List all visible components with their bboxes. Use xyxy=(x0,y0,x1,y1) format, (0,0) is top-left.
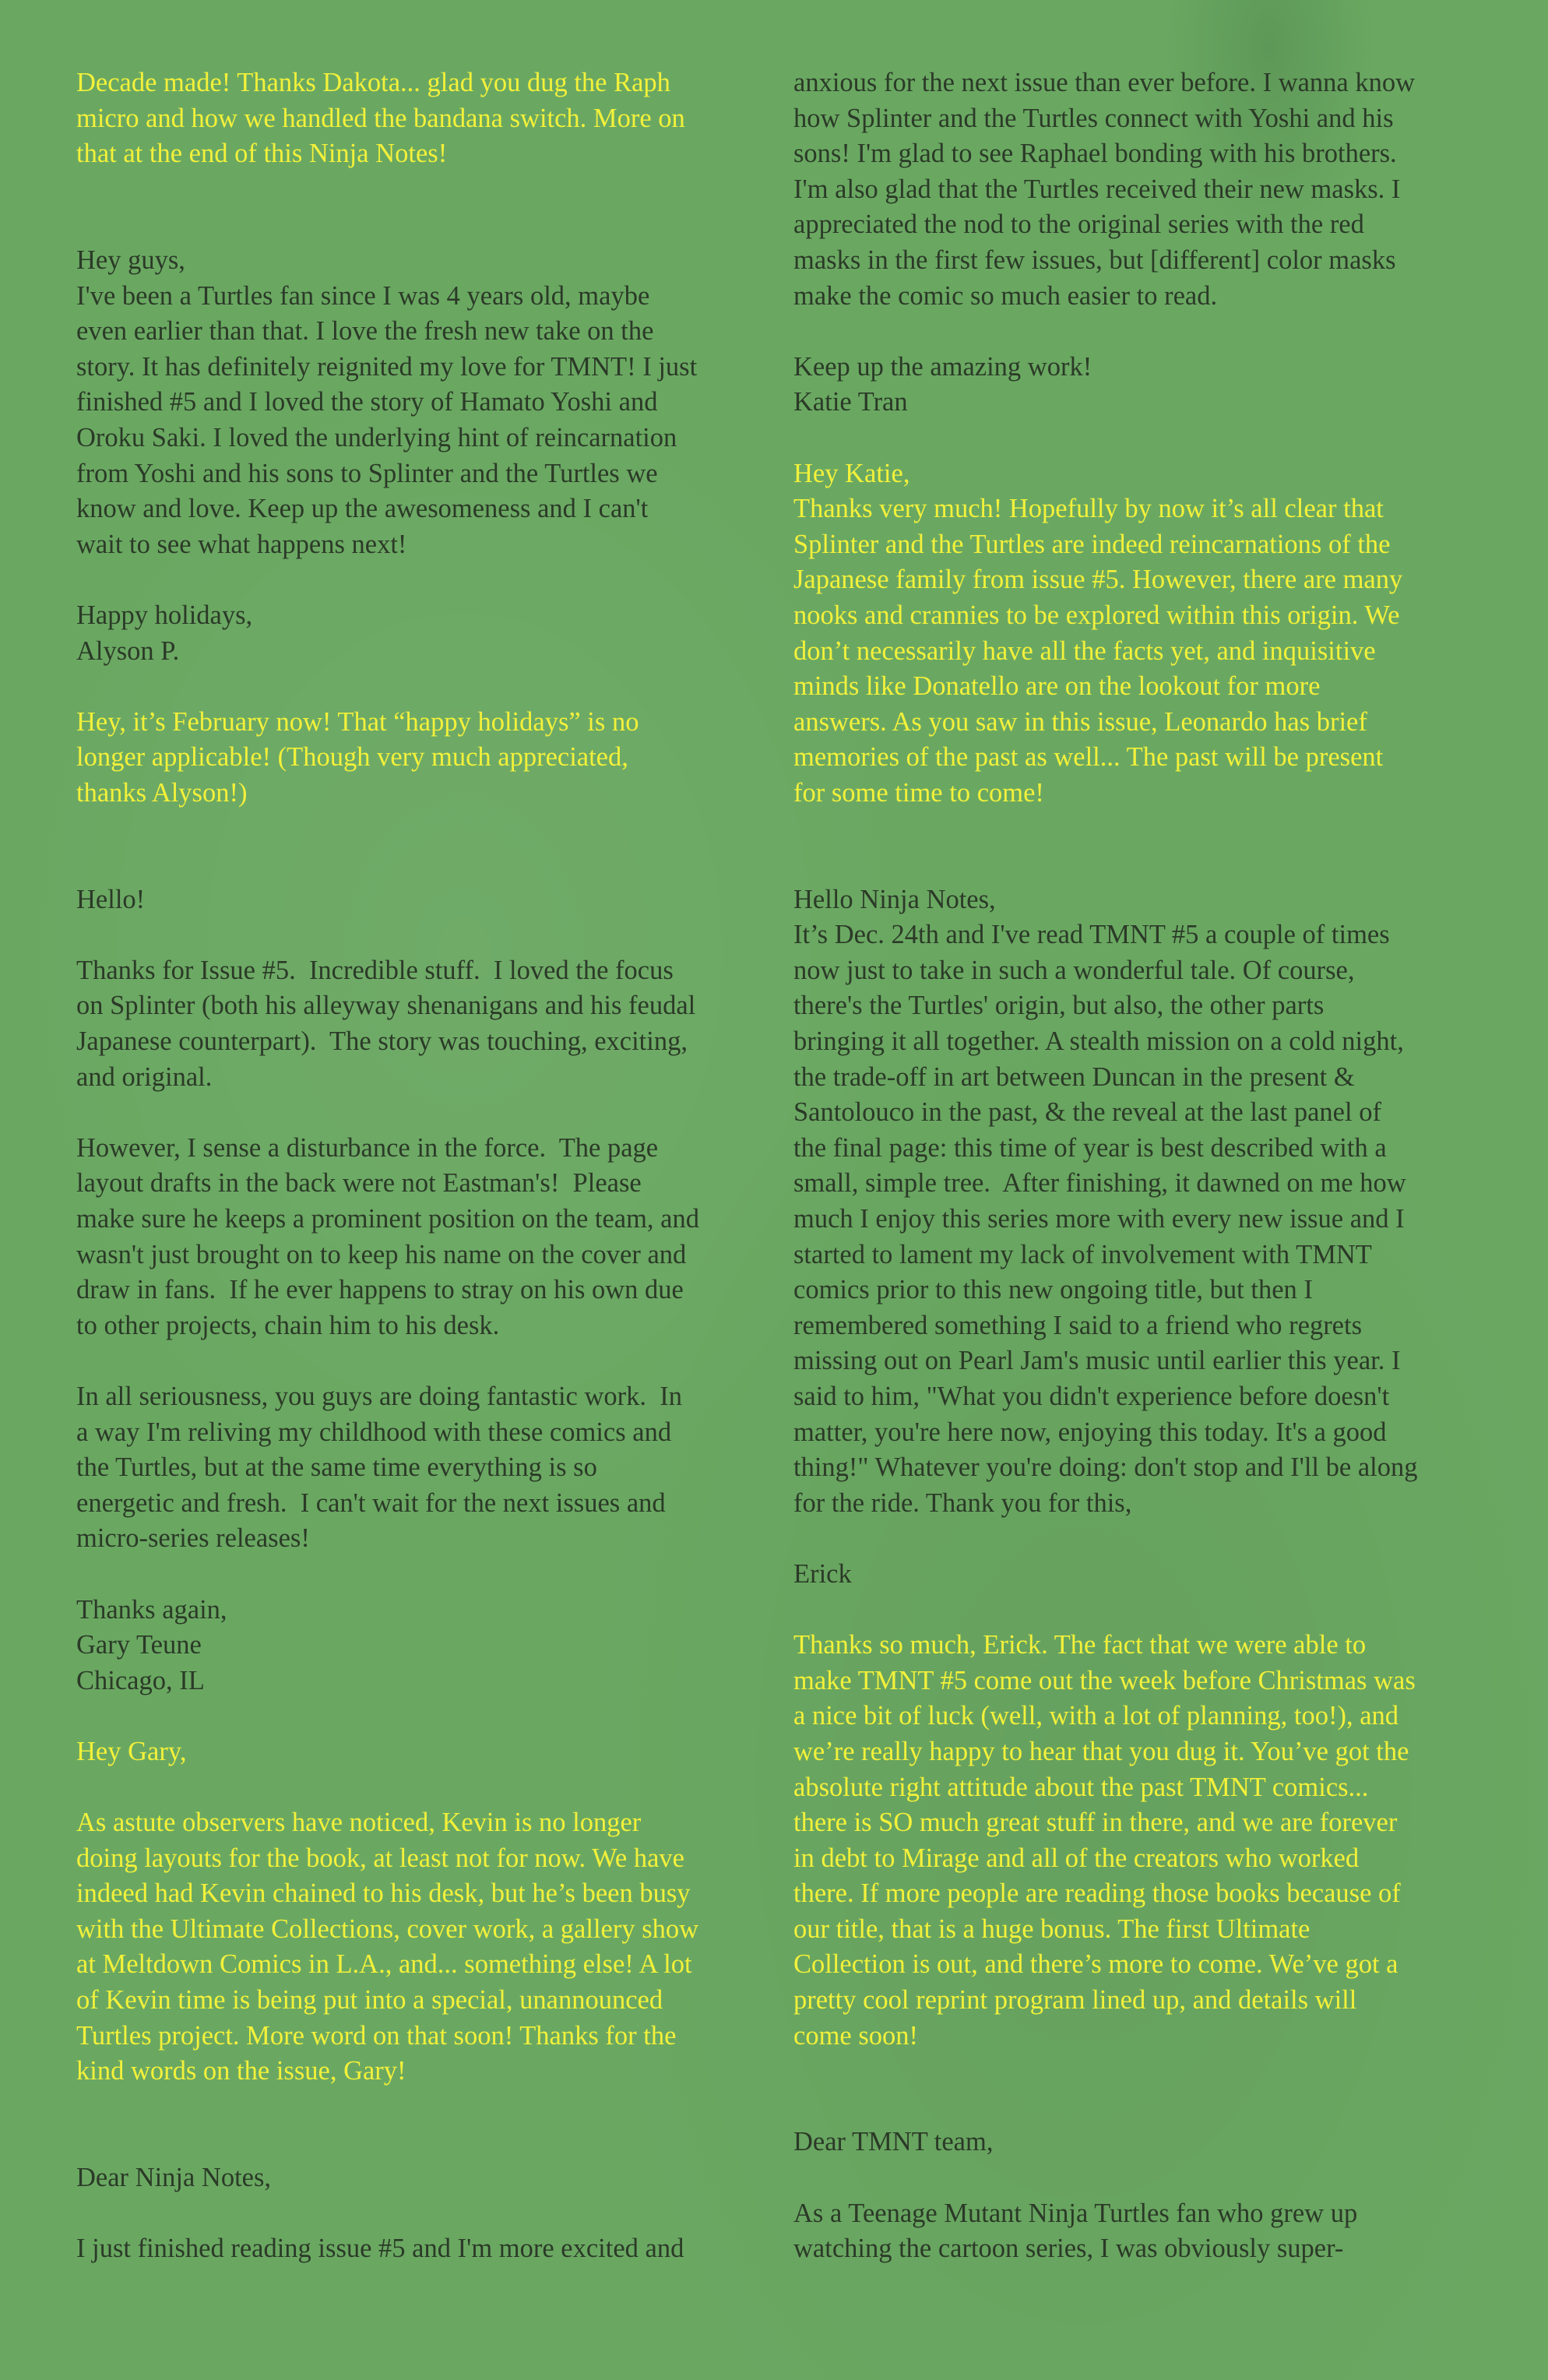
letter-katie-greeting: Dear Ninja Notes, xyxy=(76,2163,272,2193)
reply-gary-body: As astute observers have noticed, Kevin is no longer doing layouts for the book, at least not for now. We have indeed had Kevin chained to his desk, but he’s been busy with the Ultimate Collections, cover work, a gallery show at Meltdown Comics in L.A., and... something else! A lot of Kevin time is being put into a special, unannounced Turtles project. More word on that soon! Thanks for the kind words on the issue, Gary! xyxy=(76,1808,699,2086)
letter-gary-paragraph-3: In all seriousness, you guys are doing fantastic work. In a way I'm reliving my childhood with these comics and the Turtles, but at the same time everything is so energetic and fresh. I can't wait for the next issues and micro-series releases! xyxy=(76,1381,683,1554)
reply-alyson: Hey, it’s February now! That “happy holidays” is no longer applicable! (Though very much appreciated, thanks Alyson!) xyxy=(76,706,639,808)
letter-gary-signoff: Thanks again, Gary Teune Chicago, IL xyxy=(76,1594,227,1695)
right-column xyxy=(793,65,1494,2267)
reply-dakota: Decade made! Thanks Dakota... glad you dug the Raph micro and how we handled the bandana switch. More on that at the end of this Ninja Notes! xyxy=(76,68,685,169)
letter-katie-body-start: I just finished reading issue #5 and I'm more excited and xyxy=(76,2234,684,2264)
letter-erick-body: Hello Ninja Notes, It’s Dec. 24th and I've read TMNT #5 a couple of times now just to take in such a wonderful tale. Of course, there's the Turtles' origin, but also, the other parts bringing it all together. A stealth mission on a cold night, the trade-off in art between Duncan in the present & Santolouco in the past, & the reveal at the last panel of the final page: this time of year is best described with a small, simple tree. After finishing, it dawned on me how much I enjoy this series more with every new issue and I started to lament my lack of involvement with TMNT comics prior to this new ongoing title, but then I remembered something I said to a friend who regrets missing out on Pearl Jam's music until earlier this year. I said to him, "What you didn't experience before doesn't matter, you're here now, enjoying this today. It's a good thing!" Whatever you're doing: don't stop and I'll be along for the ride. Thank you for this, xyxy=(793,884,1418,1518)
letter-gary-greeting: Hello! xyxy=(76,884,146,914)
reply-katie: Hey Katie, Thanks very much! Hopefully by now it’s all clear that Splinter and the Turtles are indeed reincarnations of the Japanese family from issue #5. However, there are many nooks and crannies to be explored within this origin. We don’t necessarily have all the facts yet, and inquisitive minds like Donatello are on the lookout for more answers. As you saw in this issue, Leonardo has brief memories of the past as well... The past will be present for some time to come! xyxy=(793,458,1403,808)
letter-alyson-signoff: Happy holidays, Alyson P. xyxy=(76,600,253,666)
letter-tmnt-team-body-start: As a Teenage Mutant Ninja Turtles fan who grew up watching the cartoon series, I was obviously super- xyxy=(793,2198,1358,2264)
left-column xyxy=(76,65,777,2267)
letter-tmnt-team-greeting: Dear TMNT team, xyxy=(793,2127,994,2157)
letter-gary-paragraph-1: Thanks for Issue #5. Incredible stuff. I loved the focus on Splinter (both his alleyway shenanigans and his feudal Japanese counterpart). The story was touching, exciting, and original. xyxy=(76,955,696,1092)
letter-alyson-body: Hey guys, I've been a Turtles fan since I was 4 years old, maybe even earlier than that. I love the fresh new take on the story. It has definitely reignited my love for TMNT! I just finished #5 and I loved the story of Hamato Yoshi and Oroku Saki. I loved the underlying hint of reincarnation from Yoshi and his sons to Splinter and the Turtles we know and love. Keep up the awesomeness and I can't wait to see what happens next! xyxy=(76,245,698,559)
reply-erick: Thanks so much, Erick. The fact that we were able to make TMNT #5 come out the week before Christmas was a nice bit of luck (well, with a lot of planning, too!), and we’re really happy to hear that you dug it. You’ve got the absolute right attitude about the past TMNT comics... there is SO much great stuff in there, and we are forever in debt to Mirage and all of the creators who worked there. If more people are reading those books because of our title, that is a huge bonus. The first Ultimate Collection is out, and there’s more to come. We’ve got a pretty cool reprint program lined up, and details will come soon! xyxy=(793,1630,1416,2051)
letter-erick-signoff: Erick xyxy=(793,1558,852,1589)
letter-katie-signoff: Keep up the amazing work! Katie Tran xyxy=(793,351,1092,417)
letter-katie-body-continued: anxious for the next issue than ever before. I wanna know how Splinter and the Turtles connect with Yoshi and his sons! I'm glad to see Raphael bonding with his brothers. I'm also glad that the Turtles received their new masks. I appreciated the nod to the original series with the red masks in the first few issues, but [different] color masks make the comic so much easier to read. xyxy=(793,68,1416,311)
letter-gary-paragraph-2: However, I sense a disturbance in the force. The page layout drafts in the back were not Eastman's! Please make sure he keeps a prominent position on the team, and wasn't just brought on to keep his name on the cover and draw in fans. If he ever happens to stray on his own due to other projects, chain him to his desk. xyxy=(76,1132,699,1340)
reply-gary-greeting: Hey Gary, xyxy=(76,1736,187,1766)
